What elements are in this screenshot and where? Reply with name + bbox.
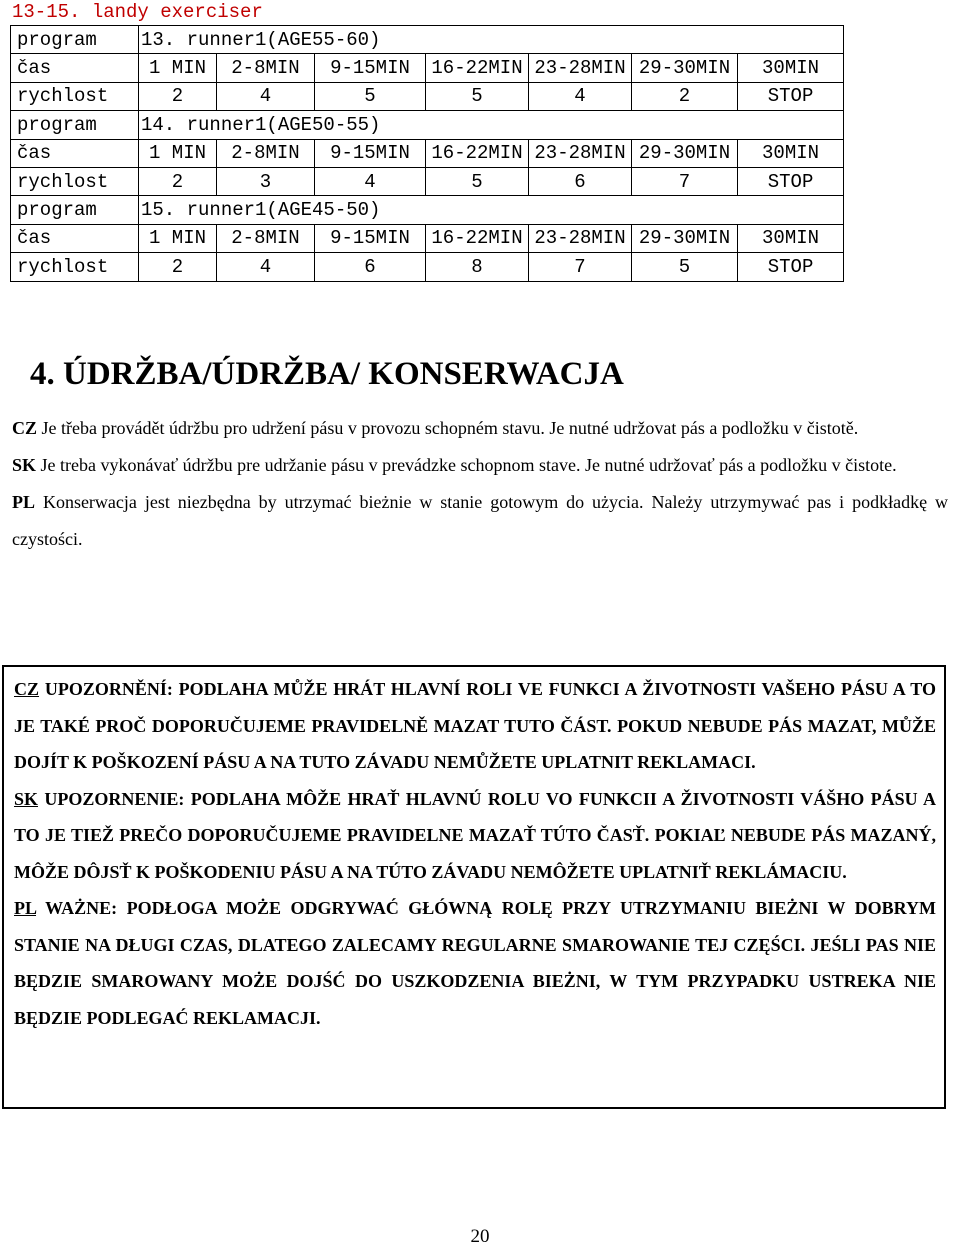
program-name: 13. runner1(AGE55-60) [139, 26, 844, 54]
speed-cell: 5 [632, 253, 738, 281]
table-row [11, 54, 844, 82]
maintenance-paragraphs [12, 410, 948, 558]
row-label: program [11, 26, 139, 54]
time-cell: 16-22MIN [426, 224, 529, 252]
speed-cell: 2 [139, 253, 217, 281]
speed-cell: 7 [529, 253, 632, 281]
table-row [11, 82, 844, 110]
time-cell: 1 MIN [139, 139, 217, 167]
row-label: čas [11, 139, 139, 167]
table-row [11, 224, 844, 252]
program-table [10, 25, 844, 282]
time-cell: 29-30MIN [632, 54, 738, 82]
speed-cell: 2 [632, 82, 738, 110]
speed-cell: 5 [426, 167, 529, 195]
warning-text: UPOZORNĚNÍ: PODLAHA MŮŽE HRÁT HLAVNÍ ROLI VE FUNKCI A ŽIVOTNOSTI VAŠEHO PÁSU A TO JE TAKÉ PROČ DOPORUČUJEME PRAVIDELNĚ MAZAT TUTO ČÁST. POKUD NEBUDE PÁS MAZAT, MŮŽE DOJÍT K POŠKOZENÍ PÁSU A NA TUTO ZÁVADU NEMŮŽETE UPLATNIT REKLAMACI. [14, 679, 936, 772]
warning-box [2, 665, 946, 1109]
speed-cell: 4 [217, 253, 315, 281]
program-name: 14. runner1(AGE50-55) [139, 111, 844, 139]
time-cell: 23-28MIN [529, 139, 632, 167]
speed-cell: 6 [529, 167, 632, 195]
table-row [11, 253, 844, 281]
warning-pl [14, 890, 936, 1036]
page-number: 20 [470, 1226, 490, 1247]
row-label: rychlost [11, 82, 139, 110]
time-cell: 30MIN [738, 139, 844, 167]
table-row [11, 167, 844, 195]
time-cell: 29-30MIN [632, 224, 738, 252]
warning-cz [14, 671, 936, 781]
lang-code: PL [14, 898, 37, 918]
warning-sk [14, 781, 936, 891]
speed-cell: 5 [426, 82, 529, 110]
speed-cell: 6 [315, 253, 426, 281]
row-label: čas [11, 224, 139, 252]
paragraph-text: Je třeba provádět údržbu pro udržení pásu v provozu schopném stavu. Je nutné udržovat pás a podložku v čistotě. [37, 418, 859, 438]
time-cell: 1 MIN [139, 54, 217, 82]
paragraph-sk [12, 447, 948, 484]
lang-code: PL [12, 492, 36, 512]
speed-cell: 7 [632, 167, 738, 195]
time-cell: 2-8MIN [217, 54, 315, 82]
speed-cell: 8 [426, 253, 529, 281]
time-cell: 9-15MIN [315, 224, 426, 252]
time-cell: 16-22MIN [426, 54, 529, 82]
time-cell: 9-15MIN [315, 139, 426, 167]
program-group-heading: 13-15. landy exerciser [12, 1, 263, 23]
lang-code: CZ [14, 679, 40, 699]
paragraph-cz [12, 410, 948, 447]
lang-code: SK [14, 788, 39, 809]
program-name: 15. runner1(AGE45-50) [139, 196, 844, 224]
speed-cell: 4 [315, 167, 426, 195]
table-row [11, 196, 844, 224]
time-cell: 23-28MIN [529, 224, 632, 252]
time-cell: 2-8MIN [217, 224, 315, 252]
time-cell: 16-22MIN [426, 139, 529, 167]
row-label: program [11, 111, 139, 139]
speed-cell: 2 [139, 167, 217, 195]
warning-text: WAŻNE: PODŁOGA MOŻE ODGRYWAĆ GŁÓWNĄ ROLĘ PRZY UTRZYMANIU BIEŻNI W DOBRYM STANIE NA DŁUGI CZAS, DLATEGO ZALECAMY REGULARNE SMAROWANIE TEJ CZĘŚCI. JEŚLI PAS NIE BĘDZIE SMAROWANY MOŻE DOJŚĆ DO USZKODZENIA BIEŻNI, W TYM PRZYPADKU USTREKA NIE BĘDZIE PODLEGAĆ REKLAMACJI. [14, 898, 936, 1028]
paragraph-text: Je treba vykonávať údržbu pre udržanie pásu v prevádzke schopnom stave. Je nutné udržovať pás a podložku v čistote. [36, 455, 897, 475]
table-row [11, 139, 844, 167]
time-cell: 29-30MIN [632, 139, 738, 167]
time-cell: 1 MIN [139, 224, 217, 252]
time-cell: 30MIN [738, 224, 844, 252]
speed-cell: STOP [738, 253, 844, 281]
lang-code: CZ [12, 418, 38, 438]
speed-cell: 5 [315, 82, 426, 110]
speed-cell: 3 [217, 167, 315, 195]
time-cell: 2-8MIN [217, 139, 315, 167]
table-row [11, 26, 844, 54]
time-cell: 30MIN [738, 54, 844, 82]
time-cell: 23-28MIN [529, 54, 632, 82]
row-label: program [11, 196, 139, 224]
speed-cell: 4 [529, 82, 632, 110]
speed-cell: STOP [738, 82, 844, 110]
table-row [11, 111, 844, 139]
speed-cell: 2 [139, 82, 217, 110]
paragraph-text: Konserwacja jest niezbędna by utrzymać bieżnie w stanie gotowym do użycia. Należy utrzymywać pas i podkładkę w czystości. [12, 492, 948, 549]
warning-text: UPOZORNENIE: PODLAHA MÔŽE HRAŤ HLAVNÚ ROLU VO FUNKCII A ŽIVOTNOSTI VÁŠHO PÁSU A TO JE TIEŽ PREČO DOPORUČUJEME PRAVIDELNE MAZAŤ TÚTO ČASŤ. POKIAĽ NEBUDE PÁS MAZANÝ, MÔŽE DÔJSŤ K POŠKODENIU PÁSU A NA TÚTO ZÁVADU NEMÔŽETE UPLATNIŤ REKLÁMACIU. [14, 788, 936, 882]
paragraph-pl [12, 484, 948, 558]
lang-code: SK [12, 455, 37, 475]
section-title: 4. ÚDRŽBA/ÚDRŽBA/ KONSERWACJA [30, 356, 624, 392]
time-cell: 9-15MIN [315, 54, 426, 82]
row-label: čas [11, 54, 139, 82]
row-label: rychlost [11, 167, 139, 195]
row-label: rychlost [11, 253, 139, 281]
speed-cell: STOP [738, 167, 844, 195]
speed-cell: 4 [217, 82, 315, 110]
